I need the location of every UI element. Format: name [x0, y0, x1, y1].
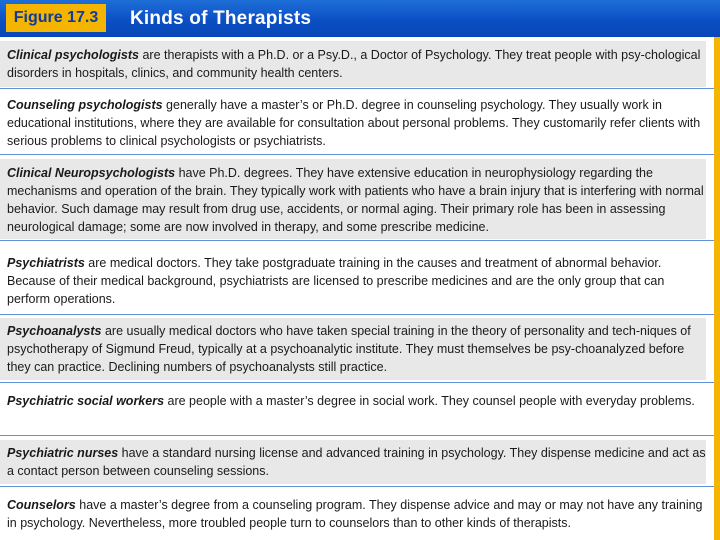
- divider: [0, 382, 714, 383]
- entry-counselors: [0, 492, 706, 538]
- entry-term: Psychoanalysts: [7, 324, 102, 338]
- entry-clinical-neuropsychologists: [0, 159, 706, 239]
- entry-term: Psychiatric nurses: [7, 446, 119, 460]
- figure-header: [0, 0, 720, 37]
- entry-text: are usually medical doctors who have taken special training in the theory of personality and tech-niques of psychotherapy of Sigmund Freud, typically at a psychoanalytic institute. They must themselves be psy-choanalyzed before they can practice. Declining numbers of psychoanalysts still practice.: [7, 324, 691, 374]
- entry-term: Counselors: [7, 498, 76, 512]
- entry-counseling-psychologists: [0, 92, 706, 152]
- entry-psychiatrists: [0, 250, 706, 310]
- divider: [0, 314, 714, 315]
- entry-text: have Ph.D. degrees. They have extensive education in neurophysiology regarding the mechanisms and operation of the brain. They typically work with patients who have a brain injury that is interfering with normal behavior. Such damage may result from drug use, accidents, or normal aging. Their primary role has been in assessing neurological damage; some are now involved in therapy, and some prescribe medicine.: [7, 166, 704, 234]
- entry-clinical-psychologists: [0, 41, 706, 87]
- divider: [0, 486, 714, 487]
- divider: [0, 435, 714, 436]
- entry-term: Psychiatrists: [7, 256, 85, 270]
- entry-psychiatric-social-workers: [0, 388, 706, 434]
- therapist-table: [0, 37, 720, 540]
- entry-term: Counseling psychologists: [7, 98, 163, 112]
- entry-term: Psychiatric social workers: [7, 394, 165, 408]
- entry-psychiatric-nurses: [0, 440, 706, 484]
- entry-psychoanalysts: [0, 318, 706, 380]
- entry-term: Clinical psychologists: [7, 48, 139, 62]
- entry-text: are therapists with a Ph.D. or a Psy.D., a Doctor of Psychology. They treat people with psy-chological disorders in hospitals, clinics, and community health centers.: [7, 48, 701, 80]
- figure-label: Figure 17.3: [6, 4, 106, 32]
- divider: [0, 88, 714, 89]
- entry-term: Clinical Neuropsychologists: [7, 166, 176, 180]
- entry-text: have a standard nursing license and advanced training in psychology. They dispense medicine and act as a contact person between counseling sessions.: [7, 446, 706, 478]
- figure-title: Kinds of Therapists: [130, 8, 312, 29]
- divider: [0, 240, 714, 241]
- divider: [0, 154, 714, 155]
- entry-text: are people with a master’s degree in social work. They counsel people with everyday problems.: [164, 394, 695, 408]
- entry-text: generally have a master’s or Ph.D. degree in counseling psychology. They usually work in educational institutions, where they are available for consultation about personal problems. They customarily refer clients with serious problems to clinical psychologists or psychiatrists.: [7, 98, 701, 148]
- entry-text: have a master’s degree from a counseling program. They dispense advice and may or may not have any training in psychology. Nevertheless, more troubled people turn to counselors than to other kinds of therapists.: [7, 498, 703, 530]
- entry-text: are medical doctors. They take postgraduate training in the causes and treatment of abnormal behavior. Because of their medical background, psychiatrists are licensed to prescribe medicines and are the only group that can perform operations.: [7, 256, 665, 306]
